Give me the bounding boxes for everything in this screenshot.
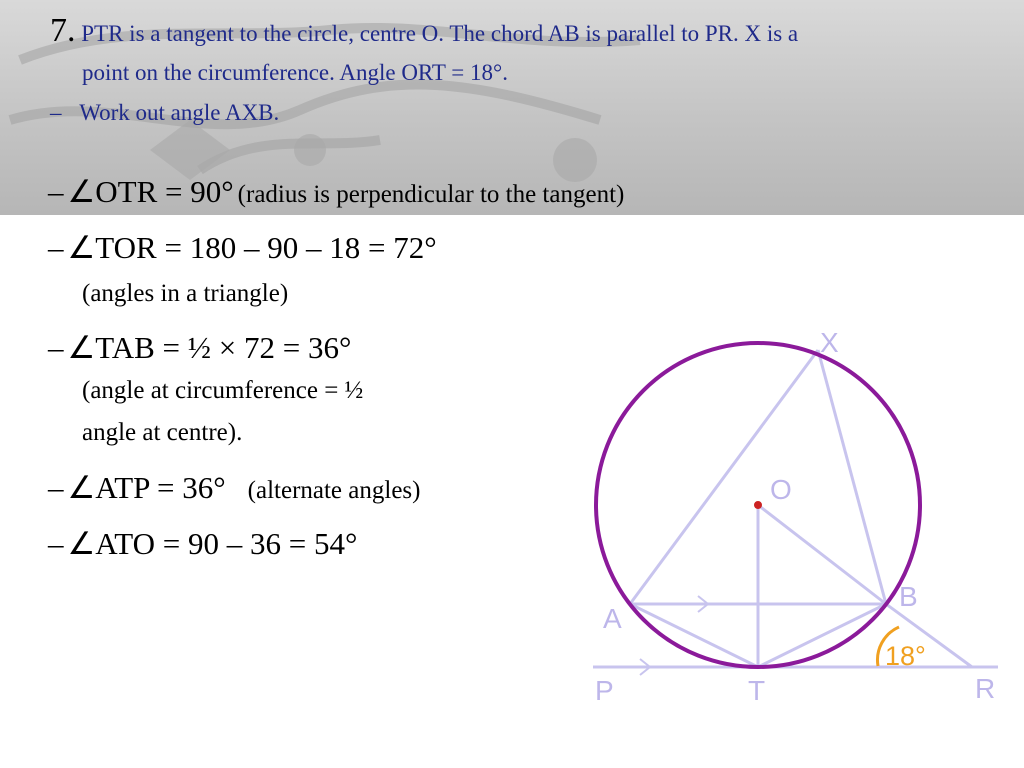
step-main: ∠ATP = 36°	[67, 470, 226, 505]
step-dash: –	[48, 230, 64, 265]
segment-tb	[758, 604, 886, 667]
step-main: ∠ATO = 90 – 36 = 54°	[67, 526, 358, 561]
construction-lines	[593, 350, 998, 675]
step-3-reason-line-2: angle at centre).	[82, 419, 243, 446]
step-note: (alternate angles)	[247, 477, 421, 504]
segment-at	[630, 604, 758, 667]
label-o: O	[770, 474, 792, 505]
step-dash: –	[48, 470, 64, 505]
task-text: Work out angle AXB.	[79, 100, 280, 125]
step-dash: –	[48, 526, 64, 561]
task-dash: –	[50, 100, 62, 125]
question-number: 7.	[50, 12, 76, 49]
label-p: P	[595, 675, 614, 706]
step-main: ∠OTR = 90°	[67, 174, 234, 209]
step-dash: –	[48, 330, 64, 365]
centre-point	[755, 502, 762, 509]
label-t: T	[748, 675, 766, 706]
label-r: R	[975, 673, 996, 704]
step-main: ∠TAB = ½ × 72 = 36°	[67, 330, 352, 365]
question-line-2: point on the circumference. Angle ORT = 18°.	[82, 60, 508, 85]
step-2-reason: (angles in a triangle)	[82, 280, 289, 307]
step-dash: –	[48, 174, 64, 209]
step-note: (radius is perpendicular to the tangent)	[237, 181, 625, 208]
step-3-reason-line-1: (angle at circumference = ½	[82, 377, 364, 404]
label-a: A	[603, 603, 622, 634]
step-main: ∠TOR = 180 – 90 – 18 = 72°	[67, 230, 437, 265]
question-text-1: PTR is a tangent to the circle, centre O. The chord AB is parallel to PR. X is a	[81, 21, 799, 46]
segment-bx	[818, 350, 886, 604]
label-x: X	[820, 327, 839, 358]
segment-ob	[758, 505, 886, 604]
angle-label-18: 18°	[885, 641, 926, 671]
label-b: B	[899, 581, 918, 612]
